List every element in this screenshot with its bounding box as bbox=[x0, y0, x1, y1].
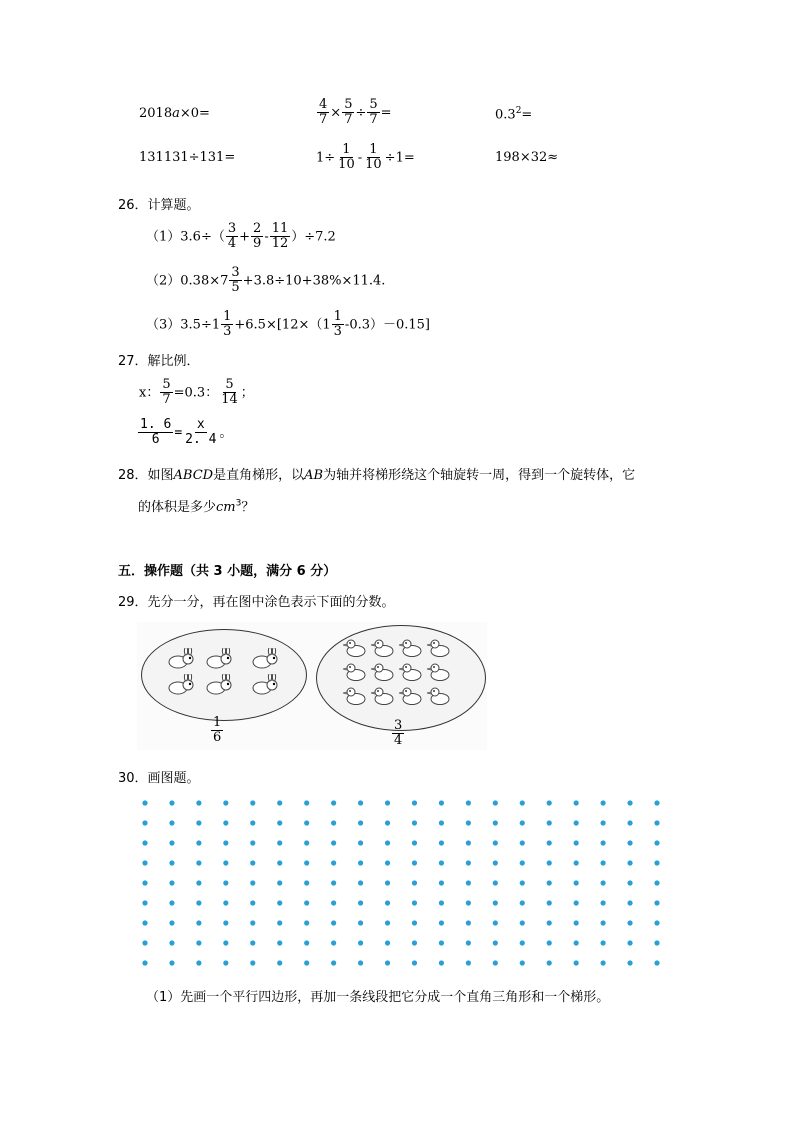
grid-dot[interactable] bbox=[654, 880, 659, 885]
grid-dot[interactable] bbox=[196, 860, 201, 865]
grid-dot[interactable] bbox=[250, 900, 255, 905]
grid-dot[interactable] bbox=[304, 840, 309, 845]
grid-dot[interactable] bbox=[169, 860, 174, 865]
grid-dot[interactable] bbox=[520, 940, 525, 945]
q27-title: 27．解比例． bbox=[118, 354, 200, 369]
grid-dot[interactable] bbox=[277, 820, 282, 825]
grid-dot[interactable] bbox=[601, 820, 606, 825]
duck-icon bbox=[371, 662, 397, 682]
grid-dot[interactable] bbox=[385, 900, 390, 905]
grid-dot[interactable] bbox=[654, 960, 659, 965]
grid-dot[interactable] bbox=[358, 960, 363, 965]
q29-title: 29．先分一分，再在图中涂色表示下面的分数。 bbox=[118, 595, 395, 610]
expr-2018a-times-0: 2018a×0= bbox=[139, 106, 210, 121]
grid-dot[interactable] bbox=[654, 820, 659, 825]
q26-title: 26．计算题。 bbox=[118, 198, 200, 213]
expr-131131-div-131: 131131÷131= bbox=[139, 150, 236, 165]
grid-dot[interactable] bbox=[627, 940, 632, 945]
grid-dot[interactable] bbox=[196, 880, 201, 885]
grid-dot[interactable] bbox=[169, 840, 174, 845]
fraction-three-fourths: $\frac{3}{4}$ bbox=[394, 718, 403, 749]
grid-dot[interactable] bbox=[547, 840, 552, 845]
grid-dot[interactable] bbox=[547, 940, 552, 945]
grid-dot[interactable] bbox=[142, 920, 147, 925]
grid-dot[interactable] bbox=[196, 800, 201, 805]
duck-icon bbox=[427, 662, 453, 682]
grid-dot[interactable] bbox=[654, 900, 659, 905]
duck-icon bbox=[399, 686, 425, 706]
rabbit-icon bbox=[167, 674, 195, 696]
grid-dot[interactable] bbox=[304, 800, 309, 805]
grid-dot[interactable] bbox=[466, 900, 471, 905]
grid-dot[interactable] bbox=[412, 960, 417, 965]
grid-dot[interactable] bbox=[142, 860, 147, 865]
grid-dot[interactable] bbox=[627, 900, 632, 905]
grid-dot[interactable] bbox=[520, 820, 525, 825]
grid-dot[interactable] bbox=[250, 880, 255, 885]
grid-dot[interactable] bbox=[277, 860, 282, 865]
grid-dot[interactable] bbox=[223, 900, 228, 905]
grid-dot[interactable] bbox=[466, 940, 471, 945]
grid-dot[interactable] bbox=[439, 880, 444, 885]
grid-dot[interactable] bbox=[304, 960, 309, 965]
grid-dot[interactable] bbox=[574, 900, 579, 905]
grid-dot[interactable] bbox=[142, 960, 147, 965]
grid-dot[interactable] bbox=[493, 820, 498, 825]
grid-dot[interactable] bbox=[331, 880, 336, 885]
grid-dot[interactable] bbox=[223, 840, 228, 845]
grid-dot[interactable] bbox=[385, 800, 390, 805]
grid-dot[interactable] bbox=[277, 920, 282, 925]
grid-dot[interactable] bbox=[547, 860, 552, 865]
grid-dot[interactable] bbox=[169, 920, 174, 925]
grid-dot[interactable] bbox=[250, 960, 255, 965]
grid-dot[interactable] bbox=[250, 800, 255, 805]
grid-dot[interactable] bbox=[439, 940, 444, 945]
grid-dot[interactable] bbox=[601, 920, 606, 925]
grid-dot[interactable] bbox=[466, 800, 471, 805]
grid-dot[interactable] bbox=[331, 940, 336, 945]
q27-equation1: x： $\frac{5}{7}$ =0.3： $\frac{5}{14}$ ； bbox=[139, 377, 254, 408]
grid-dot[interactable] bbox=[493, 940, 498, 945]
duck-icon bbox=[371, 638, 397, 658]
grid-dot[interactable] bbox=[493, 920, 498, 925]
q28-line1: 28．如图ABCD是直角梯形，以AB为轴并将梯形绕这个轴旋转一周，得到一个旋转体，它 bbox=[118, 468, 636, 483]
grid-dot[interactable] bbox=[142, 820, 147, 825]
grid-dot[interactable] bbox=[358, 820, 363, 825]
q27-equation2: $\frac{1. 6}{6}$ = $\frac{x}{2. 4}$ 。 bbox=[140, 417, 233, 448]
rabbit-icon bbox=[251, 674, 279, 696]
grid-dot[interactable] bbox=[142, 900, 147, 905]
grid-dot[interactable] bbox=[466, 880, 471, 885]
grid-dot[interactable] bbox=[412, 820, 417, 825]
q29-figure bbox=[137, 622, 487, 750]
grid-dot[interactable] bbox=[547, 920, 552, 925]
grid-dot[interactable] bbox=[223, 920, 228, 925]
grid-dot[interactable] bbox=[654, 800, 659, 805]
grid-dot[interactable] bbox=[466, 920, 471, 925]
grid-dot[interactable] bbox=[277, 960, 282, 965]
grid-dot[interactable] bbox=[574, 800, 579, 805]
grid-dot[interactable] bbox=[331, 800, 336, 805]
grid-dot[interactable] bbox=[627, 960, 632, 965]
grid-dot[interactable] bbox=[627, 820, 632, 825]
rabbit-icon bbox=[205, 674, 233, 696]
grid-dot[interactable] bbox=[385, 820, 390, 825]
grid-dot[interactable] bbox=[196, 820, 201, 825]
grid-dot[interactable] bbox=[250, 820, 255, 825]
grid-dot[interactable] bbox=[574, 960, 579, 965]
grid-dot[interactable] bbox=[520, 800, 525, 805]
grid-dot[interactable] bbox=[439, 860, 444, 865]
grid-dot[interactable] bbox=[654, 940, 659, 945]
grid-dot[interactable] bbox=[142, 880, 147, 885]
grid-dot[interactable] bbox=[439, 820, 444, 825]
grid-dot[interactable] bbox=[277, 940, 282, 945]
grid-dot[interactable] bbox=[385, 940, 390, 945]
grid-dot[interactable] bbox=[331, 960, 336, 965]
grid-dot[interactable] bbox=[627, 840, 632, 845]
duck-icon bbox=[371, 686, 397, 706]
grid-dot[interactable] bbox=[601, 840, 606, 845]
grid-dot[interactable] bbox=[358, 920, 363, 925]
grid-dot[interactable] bbox=[547, 800, 552, 805]
grid-dot[interactable] bbox=[223, 940, 228, 945]
grid-dot[interactable] bbox=[304, 920, 309, 925]
grid-dot[interactable] bbox=[412, 840, 417, 845]
grid-dot[interactable] bbox=[196, 940, 201, 945]
grid-dot[interactable] bbox=[331, 900, 336, 905]
grid-dot[interactable] bbox=[223, 860, 228, 865]
grid-dot[interactable] bbox=[574, 820, 579, 825]
grid-dot[interactable] bbox=[547, 960, 552, 965]
grid-dot[interactable] bbox=[358, 800, 363, 805]
grid-dot[interactable] bbox=[250, 920, 255, 925]
grid-dot[interactable] bbox=[412, 940, 417, 945]
grid-dot[interactable] bbox=[331, 840, 336, 845]
grid-dot[interactable] bbox=[277, 900, 282, 905]
grid-dot[interactable] bbox=[142, 940, 147, 945]
grid-dot[interactable] bbox=[304, 860, 309, 865]
grid-dot[interactable] bbox=[627, 880, 632, 885]
grid-dot[interactable] bbox=[196, 840, 201, 845]
grid-dot[interactable] bbox=[601, 940, 606, 945]
grid-dot[interactable] bbox=[169, 820, 174, 825]
grid-dot[interactable] bbox=[439, 920, 444, 925]
duck-icon bbox=[427, 686, 453, 706]
grid-dot[interactable] bbox=[520, 900, 525, 905]
grid-dot[interactable] bbox=[574, 840, 579, 845]
grid-dot[interactable] bbox=[574, 860, 579, 865]
q26-part3: （3）3.5÷1 $\frac{1}{3}$ +6.5×[12×（1 $\frac{1}{3}$ -0.3）－0.15] bbox=[146, 309, 431, 340]
grid-dot[interactable] bbox=[358, 900, 363, 905]
grid-dot[interactable] bbox=[250, 860, 255, 865]
grid-dot[interactable] bbox=[627, 800, 632, 805]
grid-dot[interactable] bbox=[520, 960, 525, 965]
q30-part1: （1）先画一个平行四边形，再加一条线段把它分成一个直角三角形和一个梯形。 bbox=[146, 990, 610, 1005]
expr-fraction-chain: $\frac{4}{7}$ × $\frac{5}{7}$ ÷ $\frac{5}{7}$ = bbox=[319, 97, 392, 128]
duck-icon bbox=[343, 638, 369, 658]
duck-icon bbox=[399, 662, 425, 682]
grid-dot[interactable] bbox=[466, 840, 471, 845]
grid-dot[interactable] bbox=[520, 860, 525, 865]
grid-dot[interactable] bbox=[493, 900, 498, 905]
rabbit-icon bbox=[205, 648, 233, 670]
grid-dot[interactable] bbox=[304, 900, 309, 905]
grid-dot[interactable] bbox=[385, 880, 390, 885]
grid-dot[interactable] bbox=[169, 940, 174, 945]
grid-dot[interactable] bbox=[169, 880, 174, 885]
grid-dot[interactable] bbox=[304, 820, 309, 825]
grid-dot[interactable] bbox=[574, 880, 579, 885]
grid-dot[interactable] bbox=[196, 920, 201, 925]
grid-dot[interactable] bbox=[169, 800, 174, 805]
grid-dot[interactable] bbox=[493, 860, 498, 865]
q26-part2: （2）0.38×7 $\frac{3}{5}$ +3.8÷10+38%×11.4. bbox=[146, 265, 386, 296]
grid-dot[interactable] bbox=[412, 920, 417, 925]
grid-dot[interactable] bbox=[547, 880, 552, 885]
grid-dot[interactable] bbox=[654, 840, 659, 845]
duck-icon bbox=[399, 638, 425, 658]
grid-dot[interactable] bbox=[223, 800, 228, 805]
grid-dot[interactable] bbox=[277, 840, 282, 845]
duck-icon bbox=[343, 662, 369, 682]
section5-heading: 五．操作题（共 3 小题，满分 6 分） bbox=[118, 564, 337, 579]
grid-dot[interactable] bbox=[520, 840, 525, 845]
grid-dot[interactable] bbox=[574, 920, 579, 925]
expr-0.3-squared: $0.3^2=$ bbox=[495, 106, 533, 123]
grid-dot[interactable] bbox=[574, 940, 579, 945]
grid-dot[interactable] bbox=[277, 800, 282, 805]
grid-dot[interactable] bbox=[439, 960, 444, 965]
grid-dot[interactable] bbox=[412, 860, 417, 865]
grid-dot[interactable] bbox=[627, 920, 632, 925]
grid-dot[interactable] bbox=[466, 960, 471, 965]
grid-dot[interactable] bbox=[601, 860, 606, 865]
expr-198-times-32: 198×32≈ bbox=[495, 150, 559, 165]
grid-dot[interactable] bbox=[627, 860, 632, 865]
grid-dot[interactable] bbox=[250, 940, 255, 945]
grid-dot[interactable] bbox=[601, 880, 606, 885]
grid-dot[interactable] bbox=[654, 920, 659, 925]
grid-dot[interactable] bbox=[169, 960, 174, 965]
grid-dot[interactable] bbox=[493, 840, 498, 845]
grid-dot[interactable] bbox=[466, 820, 471, 825]
q26-part1: （1）3.6÷（ $\frac{3}{4}$ + $\frac{2}{9}$ - $\frac{11}{12}$ ）÷7.2 bbox=[146, 221, 336, 252]
grid-dot[interactable] bbox=[358, 840, 363, 845]
grid-dot[interactable] bbox=[277, 880, 282, 885]
grid-dot[interactable] bbox=[385, 840, 390, 845]
grid-dot[interactable] bbox=[358, 940, 363, 945]
grid-dot[interactable] bbox=[412, 800, 417, 805]
grid-dot[interactable] bbox=[493, 960, 498, 965]
grid-dot[interactable] bbox=[493, 800, 498, 805]
grid-dot[interactable] bbox=[601, 800, 606, 805]
grid-dot[interactable] bbox=[196, 900, 201, 905]
duck-icon bbox=[427, 638, 453, 658]
grid-dot[interactable] bbox=[547, 820, 552, 825]
dot-grid[interactable] bbox=[140, 798, 660, 968]
grid-dot[interactable] bbox=[385, 960, 390, 965]
grid-dot[interactable] bbox=[331, 920, 336, 925]
grid-dot[interactable] bbox=[331, 820, 336, 825]
grid-dot[interactable] bbox=[520, 880, 525, 885]
grid-dot[interactable] bbox=[385, 920, 390, 925]
duck-icon bbox=[343, 686, 369, 706]
grid-dot[interactable] bbox=[412, 900, 417, 905]
grid-dot[interactable] bbox=[331, 860, 336, 865]
grid-dot[interactable] bbox=[520, 920, 525, 925]
grid-dot[interactable] bbox=[358, 880, 363, 885]
grid-dot[interactable] bbox=[385, 860, 390, 865]
grid-dot[interactable] bbox=[654, 860, 659, 865]
fraction-one-sixth: $\frac{1}{6}$ bbox=[213, 715, 222, 746]
q30-title: 30．画图题。 bbox=[118, 771, 200, 786]
grid-dot[interactable] bbox=[466, 860, 471, 865]
grid-dot[interactable] bbox=[223, 960, 228, 965]
grid-dot[interactable] bbox=[169, 900, 174, 905]
grid-dot[interactable] bbox=[601, 900, 606, 905]
grid-dot[interactable] bbox=[196, 960, 201, 965]
grid-dot[interactable] bbox=[223, 820, 228, 825]
grid-dot[interactable] bbox=[304, 940, 309, 945]
grid-dot[interactable] bbox=[304, 880, 309, 885]
grid-dot[interactable] bbox=[439, 900, 444, 905]
grid-dot[interactable] bbox=[439, 840, 444, 845]
q28-line2: 的体积是多少$cm^3$？ bbox=[138, 498, 255, 515]
grid-dot[interactable] bbox=[439, 800, 444, 805]
grid-dot[interactable] bbox=[142, 840, 147, 845]
grid-dot[interactable] bbox=[547, 900, 552, 905]
grid-dot[interactable] bbox=[412, 880, 417, 885]
rabbit-icon bbox=[167, 648, 195, 670]
grid-dot[interactable] bbox=[142, 800, 147, 805]
grid-dot[interactable] bbox=[358, 860, 363, 865]
grid-dot[interactable] bbox=[601, 960, 606, 965]
expr-1-div-fraction: 1÷ $\frac{1}{10}$ - $\frac{1}{10}$ ÷1= bbox=[316, 142, 415, 173]
grid-dot[interactable] bbox=[493, 880, 498, 885]
grid-dot[interactable] bbox=[250, 840, 255, 845]
rabbit-icon bbox=[251, 648, 279, 670]
grid-dot[interactable] bbox=[223, 880, 228, 885]
